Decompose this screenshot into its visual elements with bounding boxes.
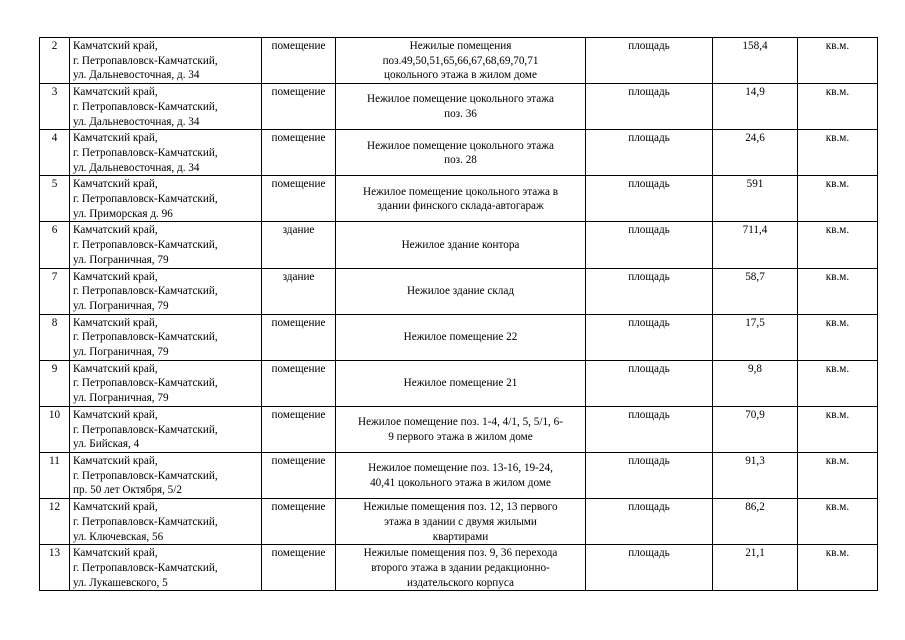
- address-line: Камчатский край,: [73, 86, 158, 99]
- address-line: Камчатский край,: [73, 270, 158, 283]
- address-line: г. Петропавловск-Камчатский,: [73, 469, 218, 482]
- table-row: [40, 84, 878, 130]
- address-line: Камчатский край,: [73, 40, 158, 52]
- address-line: ул. Пограничная, 79: [73, 299, 169, 312]
- address-line: ул. Пограничная, 79: [73, 392, 169, 405]
- address-line: ул. Дальневосточная, д. 34: [73, 115, 200, 128]
- row-number-cell: 4: [40, 130, 70, 176]
- address-cell: [70, 499, 262, 545]
- description-line: поз. 28: [444, 154, 477, 167]
- description-cell: [336, 268, 586, 314]
- table-row: [40, 38, 878, 84]
- address-line: ул. Пограничная, 79: [73, 346, 169, 359]
- address-line: г. Петропавловск-Камчатский,: [73, 285, 218, 298]
- value-cell: 21,1: [713, 545, 798, 591]
- object-type-cell: помещение: [262, 452, 336, 498]
- description-cell: [336, 452, 586, 498]
- address-line: Камчатский край,: [73, 408, 158, 421]
- table-row: [40, 360, 878, 406]
- description-cell: [336, 545, 586, 591]
- description-line: Нежилое помещение 22: [403, 331, 518, 344]
- row-number-cell: 9: [40, 360, 70, 406]
- address-line: ул. Лукашевского, 5: [73, 576, 168, 589]
- description-line: Нежилое помещение поз. 13-16, 19-24,: [368, 462, 553, 475]
- parameter-cell: площадь: [586, 38, 713, 84]
- parameter-cell: площадь: [586, 545, 713, 591]
- description-cell: [336, 176, 586, 222]
- address-line: г. Петропавловск-Камчатский,: [73, 515, 218, 528]
- address-line: г. Петропавловск-Камчатский,: [73, 561, 218, 574]
- address-cell: [70, 222, 262, 268]
- object-type-cell: здание: [262, 268, 336, 314]
- value-cell: 9,8: [713, 360, 798, 406]
- parameter-cell: площадь: [586, 268, 713, 314]
- value-cell: 24,6: [713, 130, 798, 176]
- table-row: [40, 452, 878, 498]
- parameter-cell: площадь: [586, 499, 713, 545]
- description-cell: [336, 84, 586, 130]
- description-line: Нежилое помещение цокольного этажа: [367, 93, 554, 106]
- address-line: пр. 50 лет Октября, 5/2: [73, 484, 182, 497]
- unit-cell: кв.м.: [798, 360, 878, 406]
- parameter-cell: площадь: [586, 176, 713, 222]
- unit-cell: кв.м.: [798, 268, 878, 314]
- object-type-cell: здание: [262, 222, 336, 268]
- address-cell: [70, 452, 262, 498]
- description-cell: [336, 499, 586, 545]
- row-number-cell: 5: [40, 176, 70, 222]
- description-line: Нежилое помещение поз. 1-4, 4/1, 5, 5/1, 6-: [358, 416, 563, 429]
- row-number-cell: 10: [40, 406, 70, 452]
- address-line: г. Петропавловск-Камчатский,: [73, 377, 218, 390]
- table-row: [40, 222, 878, 268]
- address-cell: [70, 268, 262, 314]
- row-number-cell: 7: [40, 268, 70, 314]
- table-row: [40, 499, 878, 545]
- address-cell: [70, 38, 262, 84]
- description-cell: [336, 360, 586, 406]
- address-line: г. Петропавловск-Камчатский,: [73, 54, 218, 67]
- description-line: Нежилое помещение 21: [403, 377, 518, 390]
- description-cell: [336, 38, 586, 84]
- address-line: г. Петропавловск-Камчатский,: [73, 423, 218, 436]
- description-line: поз.49,50,51,65,66,67,68,69,70,71: [382, 54, 539, 67]
- table-row: [40, 406, 878, 452]
- parameter-cell: площадь: [586, 84, 713, 130]
- row-number-cell: 6: [40, 222, 70, 268]
- address-line: Камчатский край,: [73, 501, 158, 514]
- table-row: [40, 314, 878, 360]
- description-line: 9 первого этажа в жилом доме: [388, 430, 533, 443]
- description-line: издательского корпуса: [407, 576, 514, 589]
- description-cell: [336, 130, 586, 176]
- value-cell: 70,9: [713, 406, 798, 452]
- address-line: Камчатский край,: [73, 454, 158, 467]
- unit-cell: кв.м.: [798, 499, 878, 545]
- description-line: Нежилое здание склад: [406, 285, 515, 298]
- parameter-cell: площадь: [586, 360, 713, 406]
- value-cell: 86,2: [713, 499, 798, 545]
- row-number-cell: 11: [40, 452, 70, 498]
- description-line: здании финского склада-автогараж: [377, 200, 544, 213]
- description-line: цокольного этажа в жилом доме: [384, 69, 537, 82]
- address-cell: [70, 314, 262, 360]
- address-cell: [70, 84, 262, 130]
- object-type-cell: помещение: [262, 38, 336, 84]
- value-cell: 14,9: [713, 84, 798, 130]
- object-type-cell: помещение: [262, 499, 336, 545]
- unit-cell: кв.м.: [798, 176, 878, 222]
- address-line: ул. Дальневосточная, д. 34: [73, 161, 200, 174]
- value-cell: 58,7: [713, 268, 798, 314]
- unit-cell: кв.м.: [798, 452, 878, 498]
- value-cell: 711,4: [713, 222, 798, 268]
- property-table: [39, 37, 878, 591]
- address-cell: [70, 545, 262, 591]
- address-cell: [70, 360, 262, 406]
- unit-cell: кв.м.: [798, 130, 878, 176]
- table-body: [40, 38, 878, 591]
- address-cell: [70, 130, 262, 176]
- object-type-cell: помещение: [262, 545, 336, 591]
- description-line: Нежилые помещения поз. 12, 13 первого: [363, 501, 558, 514]
- parameter-cell: площадь: [586, 452, 713, 498]
- parameter-cell: площадь: [586, 406, 713, 452]
- object-type-cell: помещение: [262, 176, 336, 222]
- object-type-cell: помещение: [262, 314, 336, 360]
- table-row: [40, 268, 878, 314]
- parameter-cell: площадь: [586, 314, 713, 360]
- address-line: ул. Приморская д. 96: [73, 207, 173, 220]
- description-line: второго этажа в здании редакционно-: [371, 561, 550, 574]
- address-line: ул. Пограничная, 79: [73, 253, 169, 266]
- address-line: Камчатский край,: [73, 178, 158, 191]
- description-line: Нежилые помещения поз. 9, 36 перехода: [363, 547, 558, 560]
- description-line: Нежилое помещение цокольного этажа: [367, 139, 554, 152]
- row-number-cell: 3: [40, 84, 70, 130]
- value-cell: 91,3: [713, 452, 798, 498]
- description-cell: [336, 406, 586, 452]
- row-number-cell: 12: [40, 499, 70, 545]
- row-number-cell: 13: [40, 545, 70, 591]
- address-line: ул. Ключевская, 56: [73, 530, 164, 543]
- description-line: квартирами: [432, 530, 489, 543]
- description-cell: [336, 222, 586, 268]
- row-number-cell: 2: [40, 38, 70, 84]
- description-cell: [336, 314, 586, 360]
- address-line: ул. Бийская, 4: [73, 438, 140, 451]
- object-type-cell: помещение: [262, 84, 336, 130]
- unit-cell: кв.м.: [798, 314, 878, 360]
- object-type-cell: помещение: [262, 360, 336, 406]
- address-line: ул. Дальневосточная, д. 34: [73, 69, 200, 82]
- object-type-cell: помещение: [262, 130, 336, 176]
- value-cell: 591: [713, 176, 798, 222]
- object-type-cell: помещение: [262, 406, 336, 452]
- address-line: г. Петропавловск-Камчатский,: [73, 100, 218, 113]
- address-line: г. Петропавловск-Камчатский,: [73, 239, 218, 252]
- description-line: поз. 36: [444, 108, 477, 121]
- table-row: [40, 545, 878, 591]
- parameter-cell: площадь: [586, 222, 713, 268]
- address-cell: [70, 176, 262, 222]
- address-cell: [70, 406, 262, 452]
- description-line: Нежилое здание контора: [401, 239, 520, 252]
- description-line: Нежилое помещение цокольного этажа в: [363, 185, 558, 198]
- table-row: [40, 130, 878, 176]
- address-line: Камчатский край,: [73, 362, 158, 375]
- unit-cell: кв.м.: [798, 84, 878, 130]
- address-line: Камчатский край,: [73, 132, 158, 145]
- address-line: г. Петропавловск-Камчатский,: [73, 146, 218, 159]
- description-line: 40,41 цокольного этажа в жилом доме: [370, 477, 551, 490]
- value-cell: 17,5: [713, 314, 798, 360]
- row-number-cell: 8: [40, 314, 70, 360]
- address-line: Камчатский край,: [73, 547, 158, 560]
- unit-cell: кв.м.: [798, 38, 878, 84]
- description-line: Нежилые помещения: [409, 40, 512, 52]
- address-line: г. Петропавловск-Камчатский,: [73, 331, 218, 344]
- unit-cell: кв.м.: [798, 545, 878, 591]
- value-cell: 158,4: [713, 38, 798, 84]
- description-line: этажа в здании с двумя жилыми: [384, 515, 537, 528]
- address-line: г. Петропавловск-Камчатский,: [73, 193, 218, 206]
- unit-cell: кв.м.: [798, 406, 878, 452]
- unit-cell: кв.м.: [798, 222, 878, 268]
- address-line: Камчатский край,: [73, 316, 158, 329]
- address-line: Камчатский край,: [73, 224, 158, 237]
- table-row: [40, 176, 878, 222]
- parameter-cell: площадь: [586, 130, 713, 176]
